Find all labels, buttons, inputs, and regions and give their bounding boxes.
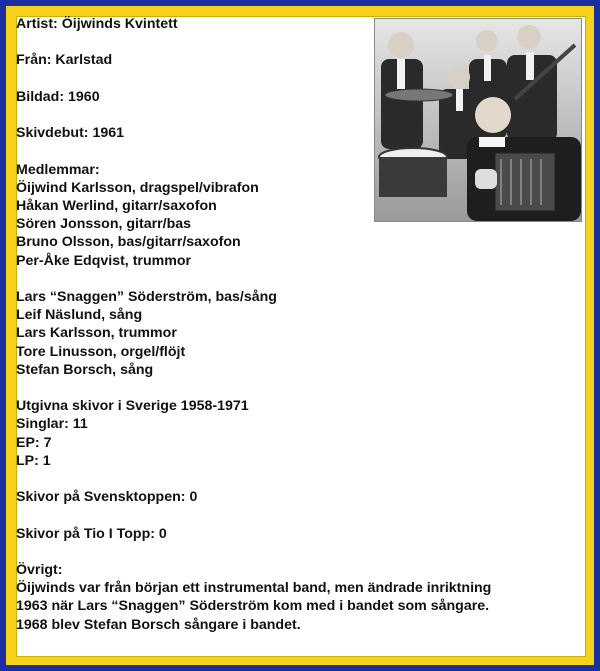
ep-count: EP: 7 (16, 434, 52, 451)
member: Tore Linusson, orgel/flöjt (16, 343, 186, 360)
other-text-line: 1963 när Lars “Snaggen” Söderström kom med i bandet som sångare. (16, 598, 490, 615)
other-text-line: 1968 blev Stefan Borsch sångare i bandet. (16, 616, 301, 633)
singles-count: Singlar: 11 (16, 416, 88, 433)
artist-name: Artist: Öijwinds Kvintett (16, 16, 178, 32)
band-photo (374, 18, 582, 222)
member: Stefan Borsch, sång (16, 361, 154, 378)
member: Bruno Olsson, bas/gitarr/saxofon (16, 234, 241, 251)
member: Öijwind Karlsson, dragspel/vibrafon (16, 179, 259, 196)
member: Håkan Werlind, gitarr/saxofon (16, 197, 217, 214)
band-photo-illustration (375, 19, 581, 221)
member: Lars “Snaggen” Söderström, bas/sång (16, 288, 277, 305)
other-heading: Övrigt: (16, 561, 63, 578)
member: Per-Åke Edqvist, trummor (16, 252, 192, 269)
member: Lars Karlsson, trummor (16, 325, 177, 342)
member: Sören Jonsson, gitarr/bas (16, 216, 192, 233)
debut-year: Skivdebut: 1961 (16, 125, 125, 142)
origin: Från: Karlstad (16, 52, 113, 69)
svensktoppen-count: Skivor på Svensktoppen: 0 (16, 489, 198, 506)
releases-heading: Utgivna skivor i Sverige 1958-1971 (16, 398, 249, 415)
tio-i-topp-count: Skivor på Tio I Topp: 0 (16, 525, 167, 542)
other-text-line: Öijwinds var från början ett instrumental band, men ändrade inriktning (16, 580, 492, 597)
member: Leif Näslund, sång (16, 307, 143, 324)
formed-year: Bildad: 1960 (16, 88, 100, 105)
members-heading: Medlemmar: (16, 161, 100, 178)
lp-count: LP: 1 (16, 452, 51, 469)
